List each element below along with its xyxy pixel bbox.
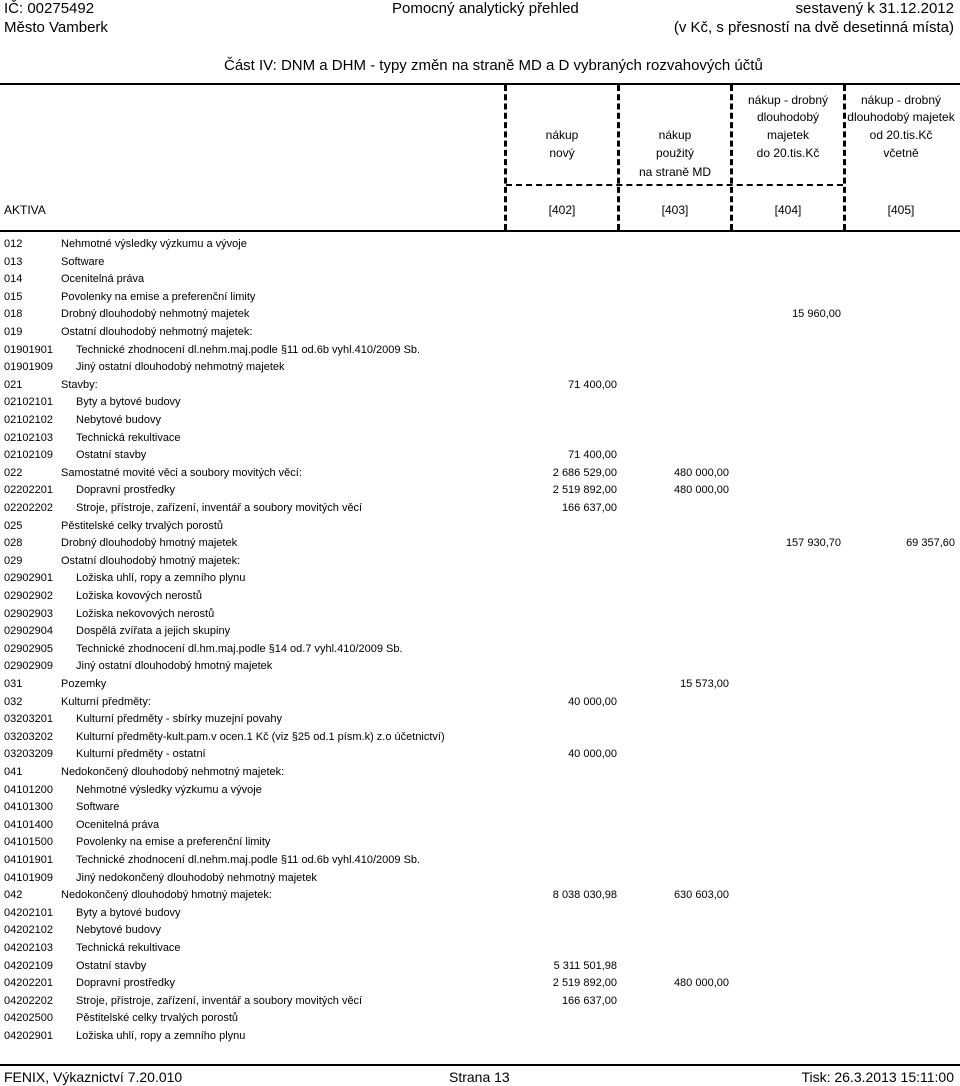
table-row — [0, 852, 960, 869]
col404-line2: do 20.tis.Kč — [756, 146, 820, 160]
account-code: 019 — [4, 326, 23, 338]
table-row — [0, 359, 960, 376]
table-row — [0, 254, 960, 271]
account-code: 04202500 — [4, 1012, 53, 1025]
aktiva-label: AKTIVA — [4, 203, 46, 217]
footer-software: FENIX, Výkaznictví 7.20.010 — [4, 1069, 183, 1085]
value-403: 630 603,00 — [673, 889, 729, 902]
value-405: 69 357,60 — [906, 537, 955, 550]
table-row — [0, 412, 960, 429]
table-row — [0, 377, 960, 394]
table-row — [0, 465, 960, 482]
account-label: Drobný dlouhodobý hmotný majetek — [61, 537, 238, 550]
table-row — [0, 922, 960, 939]
account-code: 03203201 — [4, 713, 53, 726]
account-code: 02902902 — [4, 590, 53, 602]
value-403: 480 000,00 — [673, 977, 729, 990]
col405-line0b: dlouhodobý majetek — [847, 110, 955, 124]
value-404: 157 930,70 — [785, 537, 841, 550]
account-code: 02902903 — [4, 607, 53, 620]
table-row — [0, 764, 960, 781]
account-code: 02902905 — [4, 642, 53, 655]
col404-line0b: dlouhodobý — [756, 110, 820, 124]
value-404: 15 960,00 — [792, 308, 841, 321]
table-row — [0, 236, 960, 253]
account-code: 04101200 — [4, 783, 53, 796]
value-402: 8 038 030,98 — [552, 889, 617, 902]
account-label: Drobný dlouhodobý nehmotný majetek — [61, 308, 250, 321]
account-label: Nehmotné výsledky výzkumu a vývoje — [76, 783, 262, 796]
account-label: Ostatní dlouhodobý hmotný majetek: — [61, 554, 241, 567]
col405-line0: nákup - drobný — [860, 93, 942, 107]
account-code: 018 — [4, 308, 23, 321]
account-label: Dopravní prostředky — [76, 977, 176, 990]
account-label: Dospělá zvířata a jejich skupiny — [76, 625, 231, 638]
table-row — [0, 271, 960, 288]
account-label: Kulturní předměty: — [61, 695, 151, 708]
account-label: Samostatné movité věci a soubory movitých věcí: — [61, 466, 302, 479]
account-code: 02102101 — [4, 396, 53, 409]
value-402: 166 637,00 — [561, 994, 617, 1007]
col403-line1: nákup — [658, 128, 692, 142]
account-label: Software — [76, 801, 120, 814]
table-row — [0, 342, 960, 359]
account-label: Ostatní stavby — [76, 959, 147, 972]
account-code: 04202901 — [4, 1030, 53, 1042]
account-code: 015 — [4, 290, 23, 303]
footer-printed: Tisk: 26.3.2013 15:11:00 — [801, 1069, 954, 1085]
side-label: na straně MD — [638, 165, 712, 179]
table-row — [0, 676, 960, 693]
account-label: Byty a bytové budovy — [76, 396, 181, 409]
account-code: 025 — [4, 519, 23, 532]
table-row — [0, 606, 960, 623]
account-label: Pěstitelské celky trvalých porostů — [76, 1012, 239, 1025]
account-label: Technická rekultivace — [76, 942, 181, 954]
col404-code: [404] — [774, 203, 802, 217]
table-row — [0, 817, 960, 834]
account-label: Ostatní dlouhodobý nehmotný majetek: — [61, 326, 253, 338]
account-code: 01901901 — [4, 343, 53, 356]
account-label: Jiný ostatní dlouhodobý hmotný majetek — [76, 660, 273, 673]
table-row — [0, 570, 960, 587]
account-code: 02902901 — [4, 572, 53, 585]
table-row — [0, 729, 960, 746]
table-row — [0, 553, 960, 570]
account-label: Povolenky na emise a preferenční limity — [76, 836, 271, 849]
table-row — [0, 518, 960, 535]
table-row — [0, 799, 960, 816]
account-label: Povolenky na emise a preferenční limity — [61, 290, 256, 303]
side-separator — [506, 184, 843, 186]
account-code: 04202101 — [4, 906, 53, 919]
account-code: 02902904 — [4, 625, 53, 638]
account-code: 041 — [4, 766, 23, 778]
account-code: 014 — [4, 273, 23, 286]
value-403: 480 000,00 — [673, 484, 729, 497]
table-row — [0, 905, 960, 922]
org-name: Město Vamberk — [4, 19, 108, 36]
value-402: 40 000,00 — [568, 748, 617, 761]
table-row — [0, 324, 960, 341]
col403-code: [403] — [661, 203, 689, 217]
account-code: 04101909 — [4, 871, 53, 884]
col402-code: [402] — [548, 203, 576, 217]
account-label: Ložiska uhlí, ropy a zemního plynu — [76, 572, 246, 585]
account-code: 04101901 — [4, 854, 53, 866]
account-code: 013 — [4, 255, 23, 268]
table-row — [0, 447, 960, 464]
col405-line2: včetně — [883, 146, 919, 160]
account-label: Jiný nedokončený dlouhodobý nehmotný majetek — [76, 871, 317, 884]
account-code: 02202201 — [4, 484, 53, 497]
value-402: 40 000,00 — [568, 695, 617, 708]
table-row — [0, 940, 960, 957]
table-row — [0, 782, 960, 799]
value-402: 5 311 501,98 — [553, 959, 617, 972]
col402-line1: nákup — [545, 128, 579, 142]
account-code: 028 — [4, 537, 23, 550]
account-label: Nedokončený dlouhodobý nehmotný majetek: — [61, 766, 285, 778]
account-label: Technické zhodnocení dl.nehm.maj.podle §11 od.6b vyhl.410/2009 Sb. — [76, 343, 421, 356]
account-label: Nedokončený dlouhodobý hmotný majetek: — [61, 889, 272, 902]
table-row — [0, 834, 960, 851]
col404-line0: nákup - drobný — [747, 93, 829, 107]
table-row — [0, 870, 960, 887]
account-label: Technické zhodnocení dl.nehm.maj.podle §11 od.6b vyhl.410/2009 Sb. — [76, 854, 421, 866]
account-label: Ocenitelná práva — [61, 273, 145, 286]
account-code: 04202102 — [4, 924, 53, 937]
col403-line2: použitý — [655, 146, 695, 160]
compiled-date: sestavený k 31.12.2012 — [795, 0, 954, 17]
table-row — [0, 958, 960, 975]
table-row — [0, 500, 960, 517]
footer-page: Strana 13 — [449, 1069, 510, 1085]
account-code: 032 — [4, 695, 23, 708]
table-row — [0, 975, 960, 992]
account-code: 03203202 — [4, 730, 53, 743]
account-label: Dopravní prostředky — [76, 484, 176, 497]
table-row — [0, 535, 960, 552]
section-title: Část IV: DNM a DHM - typy změn na straně MD a D vybraných rozvahových účtů — [224, 57, 763, 74]
account-label: Stroje, přístroje, zařízení, inventář a soubory movitých věcí — [76, 994, 363, 1007]
account-code: 021 — [4, 378, 23, 391]
account-code: 04101300 — [4, 801, 53, 814]
account-code: 02102102 — [4, 414, 53, 426]
account-code: 02202202 — [4, 502, 53, 514]
account-code: 02902909 — [4, 660, 53, 673]
header-rule-bottom — [0, 230, 960, 232]
table-row — [0, 641, 960, 658]
account-label: Ložiska kovových nerostů — [76, 590, 202, 602]
account-code: 04101400 — [4, 818, 53, 831]
precision-note: (v Kč, s přesností na dvě desetinná místa) — [673, 19, 954, 36]
value-402: 71 400,00 — [568, 449, 617, 462]
table-row — [0, 1028, 960, 1045]
table-row — [0, 394, 960, 411]
table-row — [0, 993, 960, 1010]
account-label: Ostatní stavby — [76, 449, 147, 462]
table-row — [0, 482, 960, 499]
account-label: Nehmotné výsledky výzkumu a vývoje — [61, 238, 247, 250]
account-code: 03203209 — [4, 748, 53, 761]
account-label: Kulturní předměty - ostatní — [76, 748, 206, 761]
account-code: 04202201 — [4, 977, 53, 990]
account-code: 02102109 — [4, 449, 53, 462]
account-label: Nebytové budovy — [76, 924, 161, 937]
table-row — [0, 887, 960, 904]
table-row — [0, 746, 960, 763]
account-label: Stavby: — [61, 378, 98, 391]
account-code: 012 — [4, 238, 23, 250]
account-label: Ocenitelná práva — [76, 818, 160, 831]
value-403: 480 000,00 — [673, 466, 729, 479]
value-402: 2 686 529,00 — [552, 466, 617, 479]
account-label: Technické zhodnocení dl.hm.maj.podle §14 od.7 vyhl.410/2009 Sb. — [76, 642, 403, 655]
value-402: 2 519 892,00 — [552, 977, 617, 990]
table-row — [0, 588, 960, 605]
account-label: Ložiska nekovových nerostů — [76, 607, 215, 620]
value-402: 71 400,00 — [568, 378, 617, 391]
account-code: 029 — [4, 554, 23, 567]
table-row — [0, 658, 960, 675]
col404-line1: majetek — [766, 128, 810, 142]
account-code: 04202109 — [4, 959, 53, 972]
account-code: 04202103 — [4, 942, 53, 954]
account-label: Technická rekultivace — [76, 431, 181, 444]
col405-code: [405] — [887, 203, 915, 217]
account-label: Nebytové budovy — [76, 414, 161, 426]
value-402: 166 637,00 — [561, 502, 617, 514]
account-code: 022 — [4, 466, 23, 479]
table-row — [0, 623, 960, 640]
table-row — [0, 711, 960, 728]
account-label: Ložiska uhlí, ropy a zemního plynu — [76, 1030, 246, 1042]
account-code: 042 — [4, 889, 23, 902]
account-label: Pozemky — [61, 678, 107, 690]
col405-line1: od 20.tis.Kč — [869, 128, 933, 142]
table-row — [0, 430, 960, 447]
org-id: IČ: 00275492 — [4, 0, 95, 17]
account-label: Byty a bytové budovy — [76, 906, 181, 919]
account-label: Kulturní předměty - sbírky muzejní povahy — [76, 713, 283, 726]
table-row — [0, 694, 960, 711]
header-rule-top — [0, 83, 960, 85]
account-code: 02102103 — [4, 431, 53, 444]
account-code: 04101500 — [4, 836, 53, 849]
value-403: 15 573,00 — [680, 678, 729, 690]
account-code: 01901909 — [4, 361, 53, 374]
account-label: Pěstitelské celky trvalých porostů — [61, 519, 224, 532]
account-code: 031 — [4, 678, 23, 690]
table-row — [0, 306, 960, 323]
report-name: Pomocný analytický přehled — [392, 0, 579, 17]
account-label: Kulturní předměty-kult.pam.v ocen.1 Kč (viz §25 od.1 písm.k) z.o účetnictví) — [76, 730, 445, 743]
table-row — [0, 289, 960, 306]
table-row — [0, 1010, 960, 1027]
value-402: 2 519 892,00 — [552, 484, 617, 497]
account-label: Software — [61, 255, 105, 268]
account-label: Jiný ostatní dlouhodobý nehmotný majetek — [76, 361, 285, 374]
footer-rule — [0, 1064, 960, 1066]
account-label: Stroje, přístroje, zařízení, inventář a soubory movitých věcí — [76, 502, 363, 514]
account-code: 04202202 — [4, 994, 53, 1007]
col402-line2: nový — [549, 146, 575, 160]
